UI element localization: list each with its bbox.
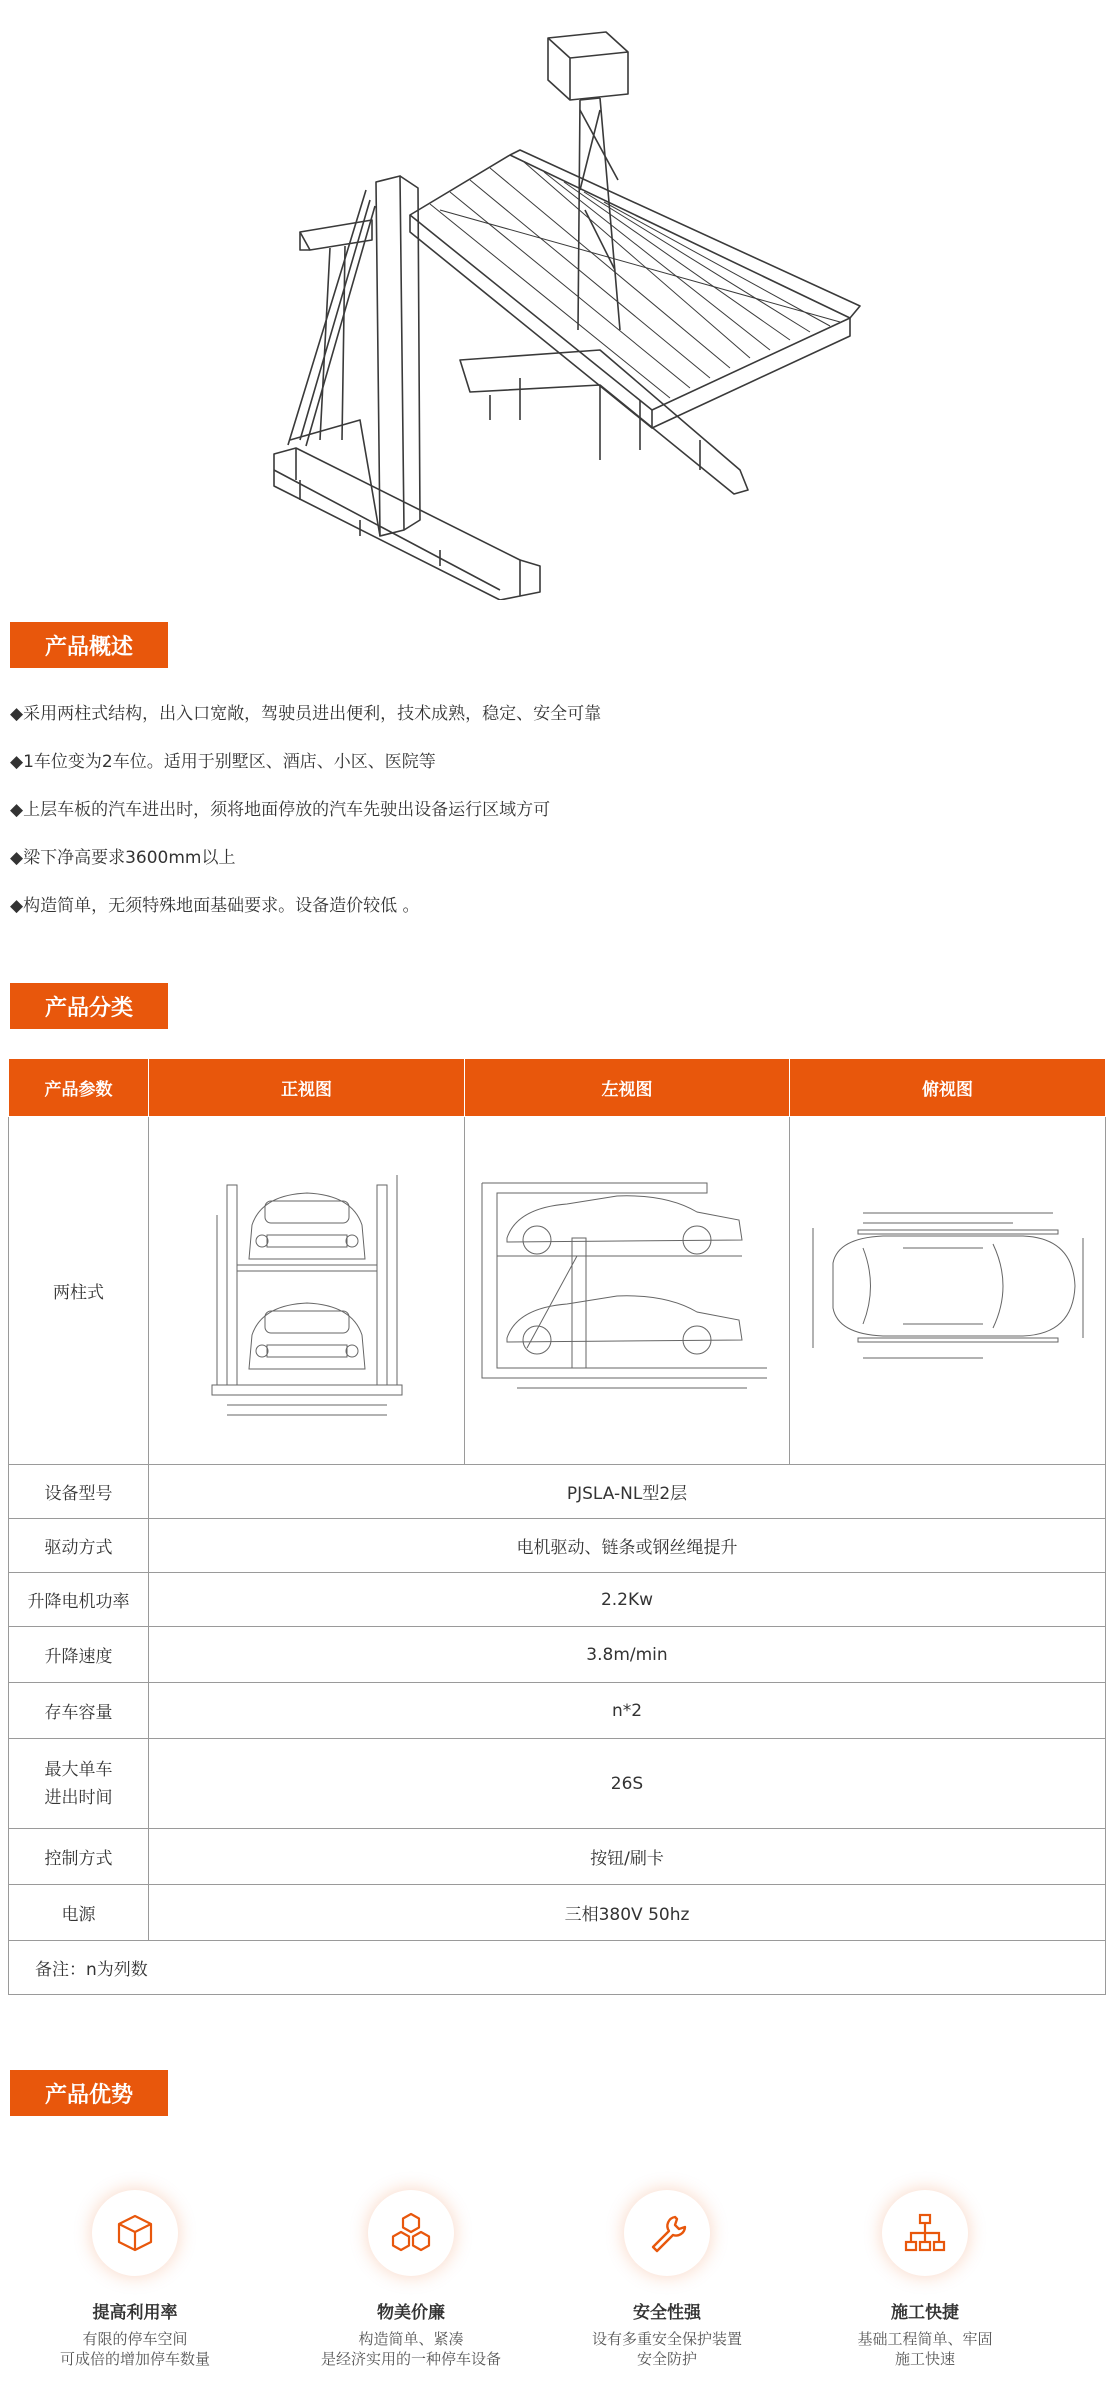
- table-row: [9, 1829, 1106, 1885]
- lift-drawing: [0, 0, 1114, 600]
- list-item: ◆构造简单，无须特殊地面基础要求。设备造价较低 。: [10, 896, 420, 916]
- side-view-cell: [465, 1117, 790, 1465]
- section-title-overview: 产品概述: [10, 622, 168, 668]
- advantage-desc-line1: 设有多重安全保护装置: [591, 2330, 742, 2348]
- header-top-view: 俯视图: [790, 1059, 1106, 1117]
- top-view-drawing: [803, 1208, 1093, 1368]
- table-row: [9, 1519, 1106, 1573]
- header-front-view: 正视图: [149, 1059, 465, 1117]
- advantage-item: [286, 2190, 536, 2369]
- list-item: ◆采用两柱式结构，出入口宽敞，驾驶员进出便利，技术成熟，稳定、安全可靠: [10, 704, 602, 724]
- advantage-item: [542, 2190, 792, 2369]
- row-value: 3.8m/min: [149, 1627, 1106, 1683]
- hexagons-icon: [368, 2190, 454, 2276]
- row-value: n*2: [149, 1683, 1106, 1739]
- table-note: 备注：n为列数: [9, 1941, 1106, 1995]
- table-row: [9, 1683, 1106, 1739]
- advantage-title: 提高利用率: [92, 2303, 178, 2323]
- spec-table: [8, 1058, 1106, 1995]
- advantage-title: 物美价廉: [377, 2303, 445, 2323]
- row-label: 最大单车 进出时间: [9, 1739, 149, 1829]
- table-row: [9, 1573, 1106, 1627]
- table-row: [9, 1739, 1106, 1829]
- advantage-desc-line2: 是经济实用的一种停车设备: [320, 2350, 501, 2368]
- section-title-classification: 产品分类: [10, 983, 168, 1029]
- type-label: 两柱式: [9, 1117, 149, 1465]
- row-value: 三相380V 50hz: [149, 1885, 1106, 1941]
- advantage-desc-line2: 安全防护: [636, 2350, 697, 2368]
- advantage-desc-line1: 基础工程简单、牢固: [857, 2330, 993, 2348]
- hierarchy-icon: [882, 2190, 968, 2276]
- row-value: 电机驱动、链条或钢丝绳提升: [149, 1519, 1106, 1573]
- row-value: 26S: [149, 1739, 1106, 1829]
- row-label: 控制方式: [9, 1829, 149, 1885]
- row-label: 存车容量: [9, 1683, 149, 1739]
- list-item: ◆梁下净高要求3600mm以上: [10, 848, 236, 868]
- table-row: [9, 1117, 1106, 1465]
- row-label: 设备型号: [9, 1465, 149, 1519]
- wrench-icon: [624, 2190, 710, 2276]
- side-view-drawing: [477, 1178, 777, 1398]
- advantage-item: [10, 2190, 260, 2369]
- top-view-cell: [790, 1117, 1106, 1465]
- list-item: ◆上层车板的汽车进出时，须将地面停放的汽车先驶出设备运行区域方可: [10, 800, 551, 820]
- front-view-drawing: [207, 1155, 407, 1421]
- row-value: PJSLA-NL型2层: [149, 1465, 1106, 1519]
- advantage-item: [800, 2190, 1050, 2369]
- advantage-desc-line2: 可成倍的增加停车数量: [59, 2350, 210, 2368]
- front-view-cell: [149, 1117, 465, 1465]
- row-label: 电源: [9, 1885, 149, 1941]
- cube-icon: [92, 2190, 178, 2276]
- row-label: 驱动方式: [9, 1519, 149, 1573]
- advantage-desc-line1: 构造简单、紧凑: [358, 2330, 464, 2348]
- overview-list: [10, 690, 1100, 930]
- table-row: [9, 1465, 1106, 1519]
- section-title-advantages: 产品优势: [10, 2070, 168, 2116]
- header-params: 产品参数: [9, 1059, 149, 1117]
- table-row: [9, 1941, 1106, 1995]
- row-label: 升降速度: [9, 1627, 149, 1683]
- advantage-desc-line1: 有限的停车空间: [82, 2330, 188, 2348]
- product-hero-illustration: [0, 0, 1114, 600]
- table-row: [9, 1885, 1106, 1941]
- advantage-title: 施工快捷: [891, 2303, 959, 2323]
- row-label: 升降电机功率: [9, 1573, 149, 1627]
- advantage-title: 安全性强: [633, 2303, 701, 2323]
- header-side-view: 左视图: [465, 1059, 790, 1117]
- list-item: ◆1车位变为2车位。适用于别墅区、酒店、小区、医院等: [10, 752, 436, 772]
- table-row: [9, 1627, 1106, 1683]
- row-value: 按钮/刷卡: [149, 1829, 1106, 1885]
- row-value: 2.2Kw: [149, 1573, 1106, 1627]
- advantage-desc-line2: 施工快速: [894, 2350, 955, 2368]
- table-header-row: [9, 1059, 1106, 1117]
